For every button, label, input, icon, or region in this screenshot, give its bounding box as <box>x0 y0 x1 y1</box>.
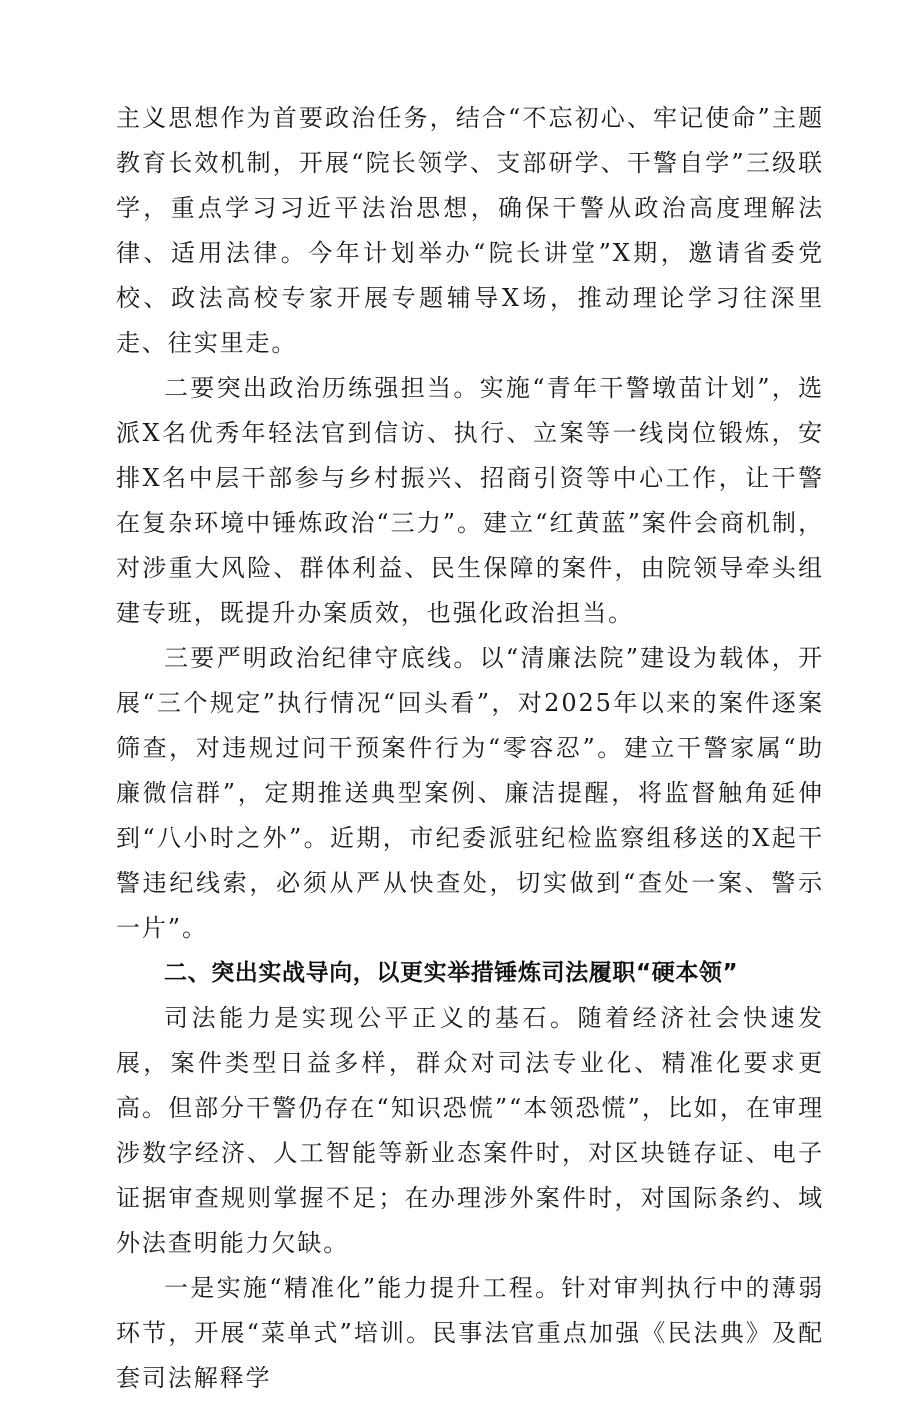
paragraph-capability-project: 一是实施“精准化”能力提升工程。针对审判执行中的薄弱环节，开展“菜单式”培训。民事法官重点加强《民法典》及配套司法解释学 <box>116 1274 824 1392</box>
section-heading-2: 二、突出实战导向，以更实举措锤炼司法履职“硬本领” <box>164 960 739 986</box>
paragraph-political-discipline: 三要严明政治纪律守底线。以“清廉法院”建设为载体，开展“三个规定”执行情况“回头看”，对2025年以来的案件逐案筛查，对违规过问干预案件行为“零容忍”。建立干警家属“助廉微信群”，定期推送典型案例、廉洁提醒，将监督触角延伸到“八小时之外”。近期，市纪委派驻纪检监察组移送的X起干警违纪线索，必须从严从快查处，切实做到“查处一案、警示一片”。 <box>116 644 824 942</box>
paragraph-political-training: 二要突出政治历练强担当。实施“青年干警墩苗计划”，选派X名优秀年轻法官到信访、执行、立案等一线岗位锻炼，安排X名中层干部参与乡村振兴、招商引资等中心工作，让干警在复杂环境中锤炼政治“三力”。建立“红黄蓝”案件会商机制，对涉重大风险、群体利益、民生保障的案件，由院领导牵头组建专班，既提升办案质效，也强化政治担当。 <box>116 374 824 627</box>
document-body <box>116 96 824 1401</box>
paragraph-judicial-ability: 司法能力是实现公平正义的基石。随着经济社会快速发展，案件类型日益多样，群众对司法专业化、精准化要求更高。但部分干警仍存在“知识恐慌”“本领恐慌”，比如，在审理涉数字经济、人工智能等新业态案件时，对区块链存证、电子证据审查规则掌握不足；在办理涉外案件时，对国际条约、域外法查明能力欠缺。 <box>116 1004 824 1257</box>
paragraph-theory-study: 主义思想作为首要政治任务，结合“不忘初心、牢记使命”主题教育长效机制，开展“院长领学、支部研学、干警自学”三级联学，重点学习习近平法治思想，确保干警从政治高度理解法律、适用法律。今年计划举办“院长讲堂”X期，邀请省委党校、政法高校专家开展专题辅导X场，推动理论学习往深里走、往实里走。 <box>116 104 824 357</box>
